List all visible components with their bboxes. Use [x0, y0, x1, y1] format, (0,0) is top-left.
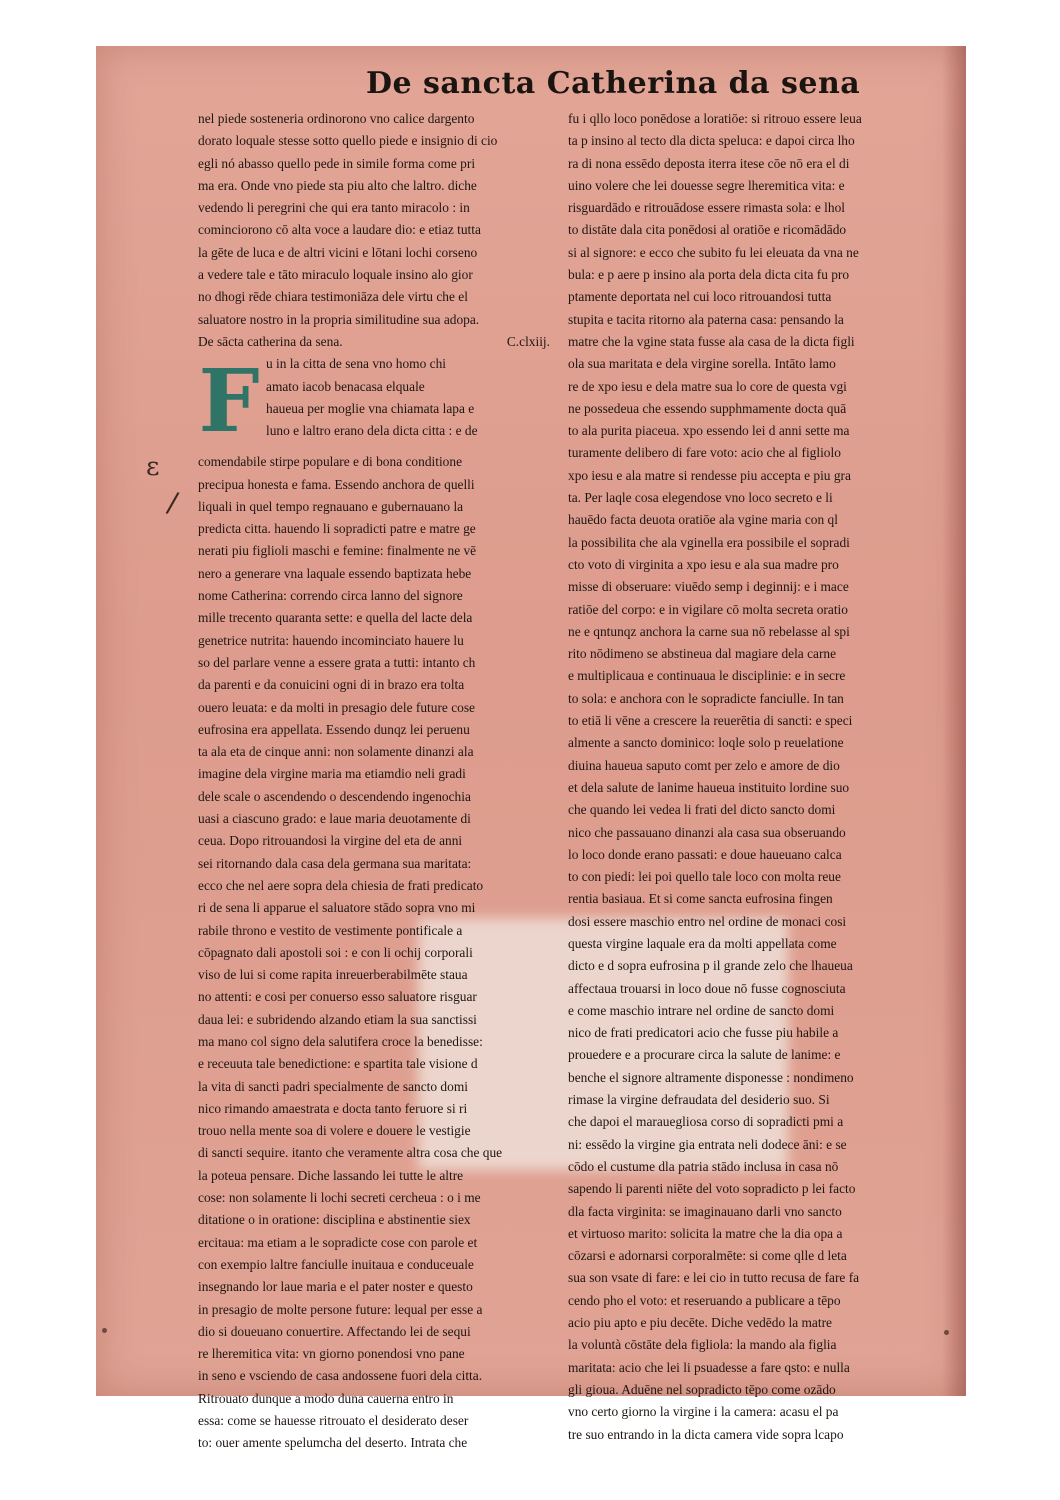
text-line: daua lei: e subridendo alzando etiam la sua sanctissi — [198, 1011, 477, 1027]
text-line: almente a sancto dominico: loqle solo p reuelatione — [568, 735, 844, 751]
text-line: amato iacob benacasa elquale — [266, 378, 425, 394]
text-line: so del parlare venne a essere grata a tutti: intanto ch — [198, 654, 476, 670]
text-line: viso de lui si come rapita inreuerberabilmēte staua — [198, 967, 468, 983]
text-line: con exempio laltre fanciulle inuitaua e conduceuale — [198, 1256, 474, 1272]
page-hole — [944, 1330, 949, 1335]
text-line: fu i qllo loco ponēdose a loratiōe: si ritrouo essere leua — [568, 111, 862, 126]
text-line: misse di obseruare: viuēdo semp i deginnij: e i mace — [568, 579, 849, 595]
text-line: e come maschio intrare nel ordine de sancto domi — [568, 1002, 835, 1018]
text-line: mille trecento quaranta sette: e quella del lacte dela — [198, 610, 473, 626]
margin-mark-2: / — [164, 485, 181, 520]
text-line: no dhogi rēde chiara testimoniāza dele virtu che el — [198, 289, 468, 305]
left-text-column — [198, 108, 550, 1455]
text-line: che quando lei vedea li frati del dicto sancto domi — [568, 802, 836, 818]
chapter-heading — [198, 331, 550, 353]
text-line: ptamente deportata nel cui loco ritrouandosi tutta — [568, 289, 832, 305]
text-line: essa: come se hauesse ritrouato el desiderato deser — [198, 1413, 469, 1429]
text-line: nero a generare vna laquale essendo baptizata hebe — [198, 565, 472, 581]
text-line: la possibilita che ala vginella era possibile el sopradi — [568, 534, 850, 550]
text-line: risguardādo e ritrouādose essere rimasta sola: e lhol — [568, 200, 846, 216]
text-line: nerati piu figlioli maschi e femine: finalmente ne vē — [198, 543, 477, 559]
text-line: hauēdo facta deuota oratiōe ala vgine maria con ql — [568, 512, 838, 528]
text-line: la gēte de luca e de altri vicini e lōtani lochi corseno — [198, 244, 478, 260]
text-line: nico rimando amaestrata e docta tanto feruore si ri — [198, 1100, 468, 1116]
page-heading: De sancta Catherina da sena — [366, 66, 861, 101]
text-line: turamente delibero di fare voto: acio che al figliolo — [568, 445, 841, 461]
text-line: dele scale o ascendendo o descendendo ingenochia — [198, 788, 471, 804]
chapter-number: C.clxiij. — [506, 333, 550, 349]
text-line: maritata: acio che lei li psuadesse a fare qsto: e nulla — [568, 1359, 850, 1375]
text-line: ceua. Dopo ritrouandosi la virgine del eta de anni — [198, 833, 463, 849]
text-line: eufrosina era appellata. Essendo dunqz lei peruenu — [198, 721, 470, 737]
text-line: ecco che nel aere sopra dela chiesia de frati predicato — [198, 877, 484, 893]
text-line: haueua per moglie vna chiamata lapa e — [266, 400, 475, 416]
lines-beside-initial — [266, 353, 550, 442]
text-line: ouero leuata: e da molti in presagio dele future cose — [198, 699, 476, 715]
text-line: e receuuta tale benedictione: e spartita tale visione d — [198, 1056, 478, 1072]
text-line: di sancti sequire. itanto che veramente altra cosa che que — [198, 1145, 503, 1161]
text-line: et dela salute de lanime haueua instituito lordine suo — [568, 779, 850, 795]
text-line: to ala purita piaceua. xpo essendo lei d anni sette ma — [568, 423, 850, 439]
text-line: luno e laltro erano dela dicta citta : e de — [266, 423, 478, 439]
text-line: dicto e d sopra eufrosina p il grande zelo che lhaueua — [568, 958, 853, 974]
text-line: tre suo entrando in la dicta camera vide sopra lcapo — [568, 1426, 844, 1442]
text-line: saluatore nostro in la propria similitudine sua adopa. — [198, 311, 480, 327]
text-line: cose: non solamente li lochi secreti cercheua : o i me — [198, 1190, 481, 1206]
text-line: la vita di sancti padri specialmente de sancto domi — [198, 1078, 468, 1094]
text-line: comendabile stirpe populare e di bona conditione — [198, 454, 463, 470]
text-line: dorato loquale stesse sotto quello piede e insignio di cio — [198, 133, 498, 149]
text-line: predicta citta. hauendo li sopradicti patre e matre ge — [198, 521, 476, 537]
text-line: to distāte dala cita ponēdosi al oratiōe e ricomādādo — [568, 222, 847, 238]
text-line: e multiplicaua e continuaua le disciplinie: e in secre — [568, 668, 846, 684]
text-line: cōpagnato dali apostoli soi : e con li ochij corporali — [198, 944, 473, 960]
text-line: re de xpo iesu e dela matre sua lo core de questa vgi — [568, 378, 847, 394]
text-line: dio si doueuano conuertire. Affectando lei de sequi — [198, 1323, 471, 1339]
text-line: Ritrouato dunque a modo duna cauerna entro in — [198, 1390, 454, 1406]
text-line: si al signore: e ecco che subito fu lei eleuata da vna ne — [568, 244, 859, 260]
text-line: xpo iesu e ala matre si rendesse piu accepta e piu gra — [568, 467, 851, 483]
text-line: et virtuoso marito: solicita la matre che la dia opa a — [568, 1225, 843, 1241]
text-line: nome Catherina: correndo circa lanno del signore — [198, 588, 463, 604]
text-line: da parenti e da conuicini ogni di in brazo era tolta — [198, 677, 465, 693]
text-line: egli nó abasso quello pede in simile forma come pri — [198, 155, 476, 171]
text-line: la voluntà cōstāte dela figliola: la mando ala figlia — [568, 1337, 837, 1353]
text-line: nico de frati predicatori acio che fusse piu habile a — [568, 1025, 839, 1041]
text-line: prouedere e a procurare circa la salute de lanime: e — [568, 1047, 841, 1063]
text-line: ercitaua: ma etiam a le sopradicte cose con parole et — [198, 1234, 478, 1250]
text-line: rentia basiaua. Et si come sancta eufrosina fingen — [568, 891, 833, 907]
decorated-initial-letter: F — [198, 351, 260, 453]
text-line: liquali in quel tempo regnauano e gubernauano la — [198, 498, 464, 514]
left-column-opening-lines — [198, 108, 550, 331]
text-line: no attenti: e cosi per conuerso esso saluatore risguar — [198, 989, 477, 1005]
text-line: cōdo el custume dla patria stādo inclusa in casa nō — [568, 1158, 839, 1174]
text-line: acio piu apto e piu decēte. Diche vedēdo la matre — [568, 1315, 832, 1331]
text-line: cto voto di virginita a xpo iesu e ala sua madre pro — [568, 556, 839, 572]
left-column-body — [198, 451, 550, 1454]
text-line: vno certo giorno la virgine i la camera: acasu el pa — [568, 1404, 839, 1420]
text-line: sapendo li parenti niēte del voto sopradicto p lei facto — [568, 1181, 856, 1197]
decorated-initial-block — [198, 353, 550, 451]
right-text-column — [568, 108, 940, 1446]
text-line: in seno e vsciendo de casa andossene fuori dela citta. — [198, 1368, 483, 1384]
text-line: ola sua maritata e dela virgine sorella. Intāto lamo — [568, 356, 836, 372]
text-line: imagine dela virgine maria ma etiamdio neli gradi — [198, 766, 466, 782]
text-line: affectaua trouarsi in loco doue nō fusse cognosciuta — [568, 980, 846, 996]
text-line: ra di nona essēdo deposta iterra itese cōe nō era el di — [568, 155, 850, 171]
text-line: stupita e tacita ritorno ala paterna casa: pensando la — [568, 311, 844, 327]
text-line: to sola: e anchora con le sopradicte fanciulle. In tan — [568, 690, 844, 706]
text-line: la poteua pensare. Diche lassando lei tutte le altre — [198, 1167, 464, 1183]
text-line: ditatione o in oratione: disciplina e abstinentie siex — [198, 1212, 471, 1228]
text-line: rito nōdimeno se abstineua dal magiare dela carne — [568, 646, 837, 662]
text-line: lo loco donde erano passati: e doue haueuano calca — [568, 846, 842, 862]
text-line: to: ouer amente spelumcha del deserto. Intrata che — [198, 1435, 468, 1451]
text-line: insegnando lor laue maria e el pater noster e questo — [198, 1279, 473, 1295]
text-line: matre che la vgine stata fusse ala casa de la dicta figli — [568, 333, 855, 349]
text-line: ta. Per laqle cosa elegendose vno loco secreto e li — [568, 490, 833, 506]
text-line: bula: e p aere p insino ala porta dela dicta cita fu pro — [568, 267, 850, 283]
text-line: ta p insino al tecto dla dicta speluca: e dapoi circa lho — [568, 133, 855, 149]
text-line: trouo nella mente soa di volere e douere le vestigie — [198, 1123, 471, 1139]
text-line: dla facta virginita: se imaginauano darli vno sancto — [568, 1203, 842, 1219]
text-line: ne e qntunqz anchora la carne sua nō rebelasse al spi — [568, 623, 850, 639]
text-line: sei ritornando dala casa dela germana sua maritata: — [198, 855, 472, 871]
text-line: ma mano col signo dela salutifera croce la benedisse: — [198, 1033, 483, 1049]
text-line: a vedere tale e tāto miraculo loquale insino alo gior — [198, 267, 473, 283]
text-line: to con piedi: lei poi quello tale loco con molta reue — [568, 869, 841, 885]
text-line: ni: essēdo la virgine gia entrata neli dodece āni: e se — [568, 1136, 847, 1152]
text-line: nico che passauano dinanzi ala casa sua obseruando — [568, 824, 846, 840]
chapter-title: De sācta catherina da sena. — [198, 333, 343, 349]
text-line: vedendo li peregrini che qui era tanto miracolo : in — [198, 200, 470, 216]
text-line: sua son vsate di fare: e lei cio in tutto recusa de fare fa — [568, 1270, 860, 1286]
text-line: ma era. Onde vno piede sta piu alto che laltro. diche — [198, 177, 477, 193]
text-line: rabile throno e vestito de vestimente pontificale a — [198, 922, 463, 938]
text-line: questa virgine laquale era da molti appellata come — [568, 935, 837, 951]
text-line: diuina haueua saputo comt per zelo e amore de dio — [568, 757, 840, 773]
text-line: gli gioua. Aduēne nel sopradicto tēpo come ozādo — [568, 1381, 836, 1397]
text-line: che dapoi el marauegliosa corso di sopradicti pmi a — [568, 1114, 844, 1130]
text-line: in presagio de molte persone future: lequal per esse a — [198, 1301, 483, 1317]
text-line: u in la citta de sena vno homo chi — [266, 356, 446, 372]
text-line: cominciorono cō alta voce a laudare dio: e etiaz tutta — [198, 222, 481, 238]
text-line: genetrice nutrita: hauendo incominciato hauere lu — [198, 632, 464, 648]
text-line: ratiōe del corpo: e in vigilare cō molta secreta oratio — [568, 601, 848, 617]
text-line: ta ala eta de cinque anni: non solamente dinanzi ala — [198, 744, 474, 760]
text-line: cōzarsi e adornarsi corporalmēte: si come qlle d leta — [568, 1248, 847, 1264]
text-line: cendo pho el voto: et reseruando a publicare a tēpo — [568, 1292, 841, 1308]
text-line: ri de sena li apparue el saluatore stādo sopra vno mi — [198, 900, 476, 916]
text-line: precipua honesta e fama. Essendo anchora de quelli — [198, 476, 475, 492]
text-line: dosi essere maschio entro nel ordine de monaci cosi — [568, 913, 847, 929]
margin-mark-1: ɛ — [146, 452, 160, 482]
text-line: ne possedeua che essendo supphmamente docta quā — [568, 400, 847, 416]
text-line: to etiā li vēne a crescere la reuerētia di sancti: e speci — [568, 713, 853, 729]
text-line: benche el signore altramente disponesse : nondimeno — [568, 1069, 854, 1085]
text-line: uasi a ciascuno grado: e laue maria deuotamente di — [198, 811, 471, 827]
text-line: uino volere che lei douesse segre lheremitica vita: e — [568, 177, 845, 193]
page-hole — [102, 1328, 107, 1333]
text-line: re lheremitica vita: vn giorno ponendosi vno pane — [198, 1346, 465, 1362]
text-line: rimase la virgine defraudata del desiderio suo. Si — [568, 1092, 830, 1108]
text-line: nel piede sosteneria ordinorono vno calice dargento — [198, 111, 475, 126]
